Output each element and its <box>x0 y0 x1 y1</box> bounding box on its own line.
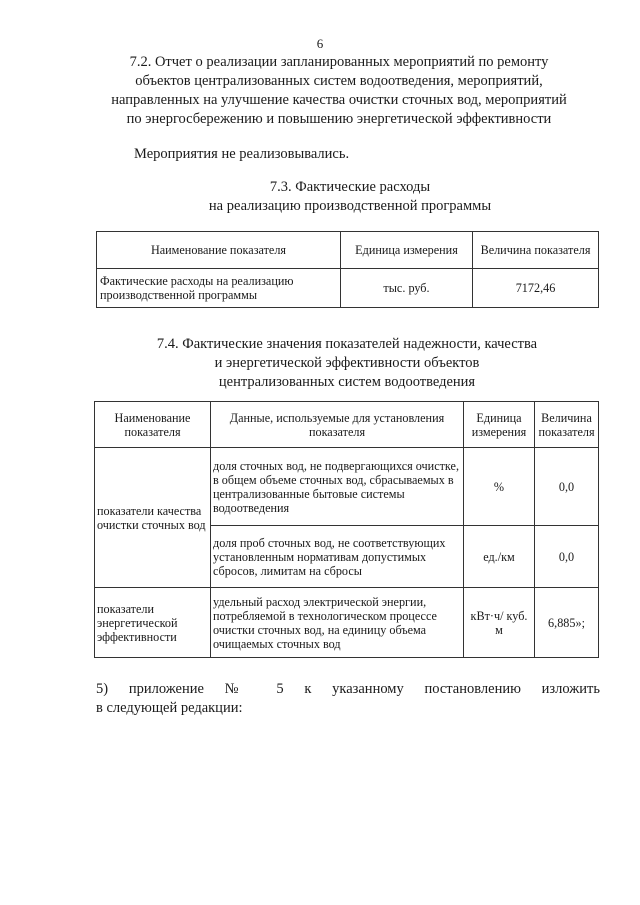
header-cell: Наименование показателя <box>95 402 211 448</box>
table-cell: % <box>464 448 535 526</box>
heading-line: на реализацию производственной программы <box>208 198 492 214</box>
table-row <box>97 269 599 308</box>
header-cell: Единица измерения <box>341 232 473 269</box>
table-cell: 7172,46 <box>473 269 599 308</box>
item-5-line-1: 5) приложение № 5 к указанному постановлению изложить <box>96 681 600 697</box>
item-5-line-2: в следующей редакции: <box>96 700 243 716</box>
header-cell: Величина показателя <box>473 232 599 269</box>
heading-line: направленных на улучшение качества очистки сточных вод, мероприятий <box>111 92 567 108</box>
table-cell: 0,0 <box>535 526 599 588</box>
heading-line: и энергетической эффективности объектов <box>214 355 480 371</box>
header-cell: Данные, используемые для установления показателя <box>211 402 464 448</box>
table-row <box>95 588 599 658</box>
header-cell: Величина показателя <box>535 402 599 448</box>
table-cell: кВт·ч/ куб. м <box>464 588 535 658</box>
table-cell: 0,0 <box>535 448 599 526</box>
heading-line: 7.4. Фактические значения показателей надежности, качества <box>156 336 538 352</box>
section-74-heading <box>110 335 584 392</box>
table-header-row <box>95 402 599 448</box>
expenses-table <box>96 231 599 308</box>
page-number: 6 <box>316 36 324 51</box>
table-row <box>95 448 599 526</box>
table-cell: Фактические расходы на реализацию производственной программы <box>97 269 341 308</box>
header-cell: Единица измерения <box>464 402 535 448</box>
heading-line: централизованных систем водоотведения <box>218 374 476 390</box>
heading-line: 7.3. Фактические расходы <box>269 179 431 195</box>
table-cell: 6,885»; <box>535 588 599 658</box>
heading-line: по энергосбережению и повышению энергетической эффективности <box>126 111 552 127</box>
heading-line: объектов централизованных систем водоотведения, мероприятий, <box>135 73 543 89</box>
table-cell: удельный расход электрической энергии, потребляемой в технологическом процессе очистки сточных вод, на единицу объема очищаемых сточных вод <box>211 588 464 658</box>
header-cell: Наименование показателя <box>97 232 341 269</box>
indicators-table <box>94 401 599 658</box>
heading-line: 7.2. Отчет о реализации запланированных мероприятий по ремонту <box>129 54 549 70</box>
section-73-heading <box>150 178 550 216</box>
group-cell: показатели качества очистки сточных вод <box>95 448 211 588</box>
table-cell: доля проб сточных вод, не соответствующих установленным нормативам допустимых сбросов, лимитам на сбросы <box>211 526 464 588</box>
group-cell: показатели энергетической эффективности <box>95 588 211 658</box>
table-header-row <box>97 232 599 269</box>
section-72-heading <box>100 53 578 129</box>
table-cell: ед./км <box>464 526 535 588</box>
table-cell: доля сточных вод, не подвергающихся очистке, в общем объеме сточных вод, сбрасываемых в централизованные бытовые системы водоотведения <box>211 448 464 526</box>
section-72-text: Мероприятия не реализовывались. <box>134 146 350 162</box>
table-cell: тыс. руб. <box>341 269 473 308</box>
